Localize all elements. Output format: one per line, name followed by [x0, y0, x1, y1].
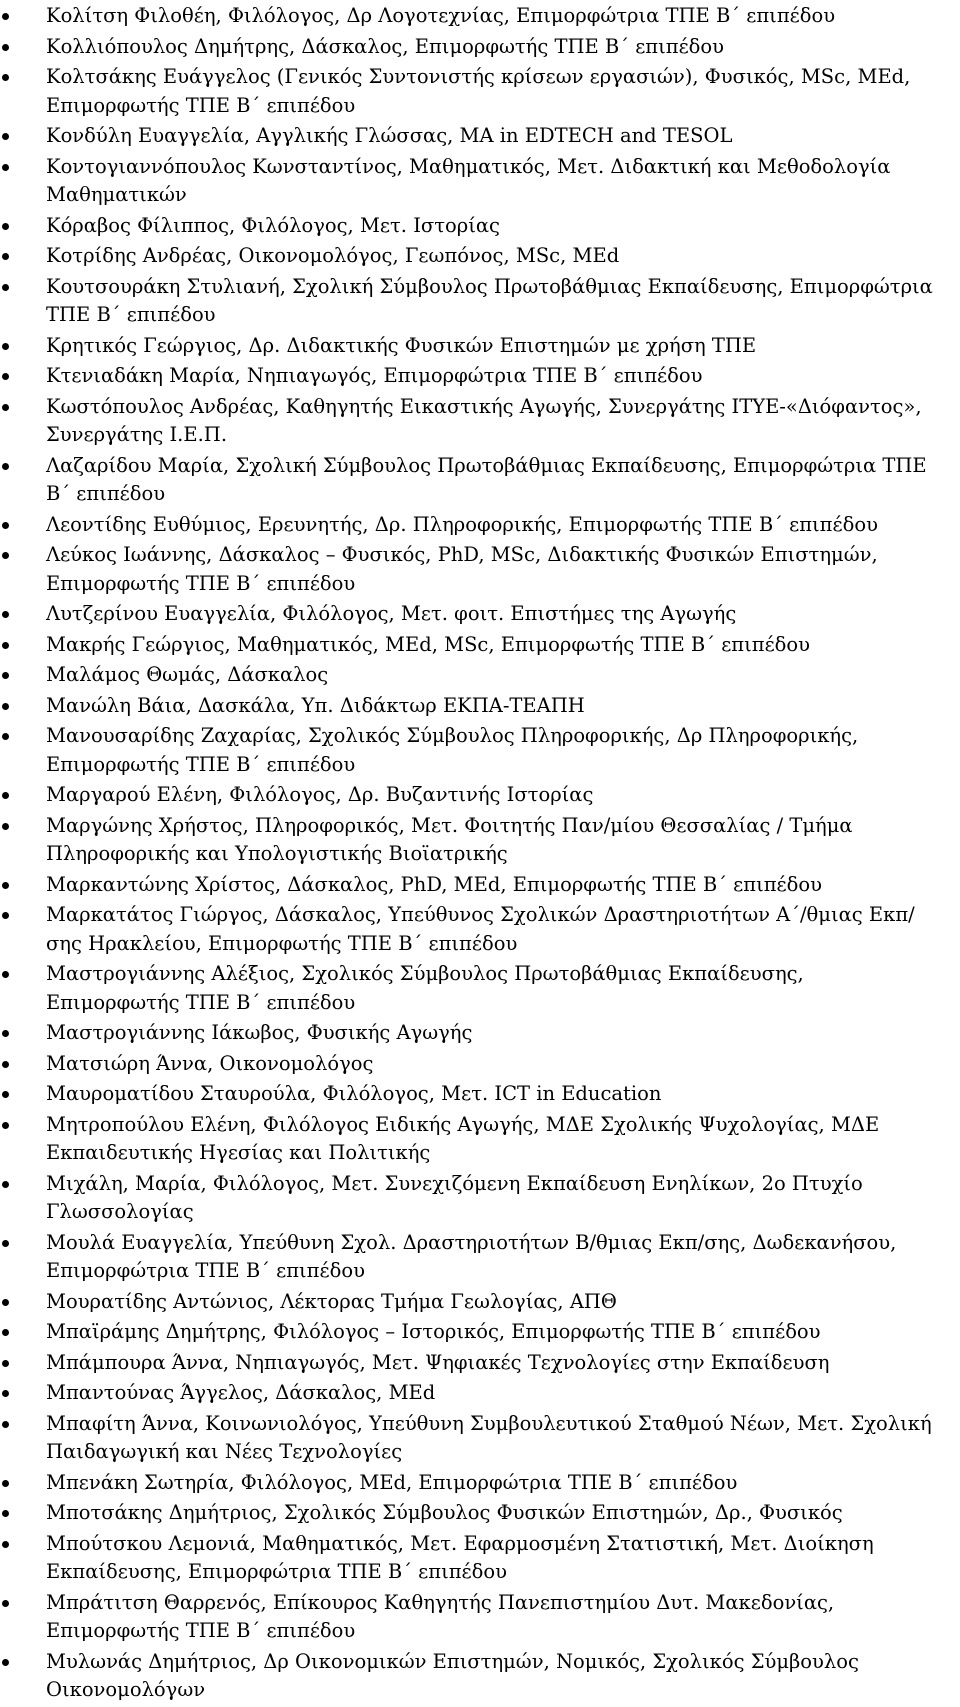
- list-item: [0, 1288, 960, 1317]
- list-item: [0, 722, 960, 779]
- bullet-icon: [2, 703, 9, 710]
- list-item: [0, 871, 960, 900]
- bullet-icon: [2, 882, 9, 889]
- bullet-icon: [2, 971, 9, 978]
- list-item: [0, 1530, 960, 1587]
- bullet-icon: [2, 611, 9, 618]
- list-item-text: Ματσιώρη Άννα, Οικονομολόγος: [46, 1051, 374, 1075]
- list-item: [0, 1229, 960, 1286]
- list-item: [0, 541, 960, 598]
- bullet-icon: [2, 44, 9, 51]
- bullet-icon: [2, 1480, 9, 1487]
- bullet-icon: [2, 343, 9, 350]
- list-item-text: Μπούτσκου Λεμονιά, Μαθηματικός, Μετ. Εφαρμοσμένη Στατιστική, Μετ. Διοίκηση Εκπαίδευσης, Επιμορφώτρια ΤΠΕ Β΄ επιπέδου: [46, 1531, 874, 1583]
- bullet-icon: [2, 404, 9, 411]
- list-item-text: Μπαντούνας Άγγελος, Δάσκαλος, MEd: [46, 1381, 436, 1404]
- list-item: [0, 452, 960, 509]
- list-item: [0, 1589, 960, 1646]
- list-item-text: Μουλά Ευαγγελία, Υπεύθυνη Σχολ. Δραστηριοτήτων Β/θμιας Εκπ/σης, Δωδεκανήσου, Επιμορφώτρια ΤΠΕ Β΄ επιπέδου: [46, 1230, 897, 1282]
- list-item: [0, 600, 960, 629]
- list-item-text: Μακρής Γεώργιος, Μαθηματικός, MEd, MSc, Επιμορφωτής ΤΠΕ Β΄ επιπέδου: [46, 632, 811, 656]
- list-item-text: Μπάμπουρα Άννα, Νηπιαγωγός, Μετ. Ψηφιακές Τεχνολογίες στην Εκπαίδευση: [46, 1350, 830, 1374]
- list-item: [0, 631, 960, 660]
- list-item: [0, 153, 960, 210]
- list-item-text: Μαρκατάτος Γιώργος, Δάσκαλος, Υπεύθυνος Σχολικών Δραστηριοτήτων Α΄/θμιας Εκπ/σης Ηρακλείου, Επιμορφωτής ΤΠΕ Β΄ επιπέδου: [46, 903, 915, 955]
- list-item: [0, 393, 960, 450]
- bullet-icon: [2, 1299, 9, 1306]
- list-item: [0, 692, 960, 721]
- bullet-icon: [2, 1061, 9, 1068]
- list-item: [0, 122, 960, 151]
- list-item: [0, 1019, 960, 1048]
- bullet-icon: [2, 1030, 9, 1037]
- list-item-text: Κολίτση Φιλοθέη, Φιλόλογος, Δρ Λογοτεχνίας, Επιμορφώτρια ΤΠΕ Β΄ επιπέδου: [46, 4, 836, 27]
- list-item: [0, 511, 960, 540]
- bullet-icon: [2, 1390, 9, 1397]
- list-item: [0, 960, 960, 1017]
- bullet-icon: [2, 1600, 9, 1607]
- contributors-list: [0, 2, 960, 1705]
- bullet-icon: [2, 1181, 9, 1188]
- bullet-icon: [2, 823, 9, 830]
- list-item-text: Μπαφίτη Άννα, Κοινωνιολόγος, Υπεύθυνη Συμβουλευτικού Σταθμού Νέων, Μετ. Σχολική Παιδαγωγική και Νέες Τεχνολογίες: [46, 1411, 932, 1463]
- bullet-icon: [2, 133, 9, 140]
- bullet-icon: [2, 223, 9, 230]
- list-item-text: Κωστόπουλος Ανδρέας, Καθηγητής Εικαστικής Αγωγής, Συνεργάτης ΙΤΥΕ-«Διόφαντος», Συνεργάτης Ι.Ε.Π.: [46, 394, 922, 446]
- bullet-icon: [2, 1659, 9, 1666]
- list-item-text: Κολλιόπουλος Δημήτρης, Δάσκαλος, Επιμορφωτής ΤΠΕ Β΄ επιπέδου: [46, 34, 725, 58]
- bullet-icon: [2, 463, 9, 470]
- list-item-text: Μανουσαρίδης Ζαχαρίας, Σχολικός Σύμβουλος Πληροφορικής, Δρ Πληροφορικής, Επιμορφωτής ΤΠΕ Β΄ επιπέδου: [46, 724, 859, 776]
- list-item-text: Κονδύλη Ευαγγελία, Αγγλικής Γλώσσας, MA in EDTECH and TESOL: [46, 124, 733, 147]
- list-item-text: Λεύκος Ιωάννης, Δάσκαλος – Φυσικός, PhD, MSc, Διδακτικής Φυσικών Επιστημών, Επιμορφωτής ΤΠΕ Β΄ επιπέδου: [46, 543, 878, 595]
- bullet-icon: [2, 1329, 9, 1336]
- list-item-text: Κτενιαδάκη Μαρία, Νηπιαγωγός, Επιμορφώτρια ΤΠΕ Β΄ επιπέδου: [46, 364, 703, 387]
- list-item-text: Μπαϊράμης Δημήτρης, Φιλόλογος – Ιστορικός, Επιμορφωτής ΤΠΕ Β΄ επιπέδου: [46, 1320, 821, 1343]
- list-item: [0, 1050, 960, 1079]
- list-item: [0, 661, 960, 690]
- list-item-text: Μαργώνης Χρήστος, Πληροφορικός, Μετ. Φοιτητής Παν/μίου Θεσσαλίας / Τμήμα Πληροφορικής και Υπολογιστικής Βιοϊατρικής: [46, 813, 853, 865]
- list-item: [0, 242, 960, 271]
- bullet-icon: [2, 672, 9, 679]
- list-item-text: Μαστρογιάννης Αλέξιος, Σχολικός Σύμβουλος Πρωτοβάθμιας Εκπαίδευσης, Επιμορφωτής ΤΠΕ Β΄ επιπέδου: [46, 962, 804, 1014]
- list-item-text: Λαζαρίδου Μαρία, Σχολική Σύμβουλος Πρωτοβάθμιας Εκπαίδευσης, Επιμορφώτρια ΤΠΕ Β΄ επιπέδου: [46, 453, 927, 505]
- list-item-text: Μιχάλη, Μαρία, Φιλόλογος, Μετ. Συνεχιζόμενη Εκπαίδευση Ενηλίκων, 2ο Πτυχίο Γλωσσολογίας: [46, 1171, 863, 1223]
- list-item: [0, 901, 960, 958]
- bullet-icon: [2, 373, 9, 380]
- list-item: [0, 332, 960, 361]
- bullet-icon: [2, 792, 9, 799]
- list-item-text: Μπενάκη Σωτηρία, Φιλόλογος, MEd, Επιμορφώτρια ΤΠΕ Β΄ επιπέδου: [46, 1470, 738, 1494]
- bullet-icon: [2, 522, 9, 529]
- bullet-icon: [2, 13, 9, 20]
- list-item-text: Κολτσάκης Ευάγγελος (Γενικός Συντονιστής κρίσεων εργασιών), Φυσικός, MSc, MEd, Επιμορφωτής ΤΠΕ Β΄ επιπέδου: [46, 65, 911, 117]
- list-item-text: Μανώλη Βάια, Δασκάλα, Υπ. Διδάκτωρ ΕΚΠΑ-ΤΕΑΠΗ: [46, 693, 585, 717]
- bullet-icon: [2, 552, 9, 559]
- list-item: [0, 2, 960, 31]
- list-item: [0, 1469, 960, 1498]
- list-item: [0, 362, 960, 391]
- list-item-text: Μυλωνάς Δημήτριος, Δρ Οικονομικών Επιστημών, Νομικός, Σχολικός Σύμβουλος Οικονομολόγων: [46, 1649, 859, 1701]
- list-item: [0, 1080, 960, 1109]
- bullet-icon: [2, 1240, 9, 1247]
- list-item: [0, 1318, 960, 1347]
- list-item: [0, 781, 960, 810]
- list-item: [0, 1170, 960, 1227]
- list-item-text: Κουτσουράκη Στυλιανή, Σχολική Σύμβουλος Πρωτοβάθμιας Εκπαίδευσης, Επιμορφώτρια ΤΠΕ Β΄ επιπέδου: [46, 274, 933, 326]
- list-item: [0, 273, 960, 330]
- list-item: [0, 1410, 960, 1467]
- list-item-text: Μπράτιτση Θαρρενός, Επίκουρος Καθηγητής Πανεπιστημίου Δυτ. Μακεδονίας, Επιμορφωτής ΤΠΕ Β΄ επιπέδου: [46, 1590, 835, 1642]
- list-item-text: Μουρατίδης Αντώνιος, Λέκτορας Τμήμα Γεωλογίας, ΑΠΘ: [46, 1289, 617, 1313]
- list-item-text: Μαργαρού Ελένη, Φιλόλογος, Δρ. Βυζαντινής Ιστορίας: [46, 783, 594, 806]
- list-item: [0, 1648, 960, 1705]
- list-item: [0, 812, 960, 869]
- bullet-icon: [2, 74, 9, 81]
- bullet-icon: [2, 253, 9, 260]
- bullet-icon: [2, 284, 9, 291]
- list-item-text: Μαστρογιάννης Ιάκωβος, Φυσικής Αγωγής: [46, 1021, 473, 1044]
- list-item-text: Κοντογιαννόπουλος Κωνσταντίνος, Μαθηματικός, Μετ. Διδακτική και Μεθοδολογία Μαθηματικών: [46, 154, 891, 206]
- bullet-icon: [2, 164, 9, 171]
- list-item-text: Μαυροματίδου Σταυρούλα, Φιλόλογος, Μετ. ICT in Education: [46, 1082, 662, 1105]
- bullet-icon: [2, 1091, 9, 1098]
- list-item: [0, 33, 960, 62]
- list-item-text: Μητροπούλου Ελένη, Φιλόλογος Ειδικής Αγωγής, ΜΔΕ Σχολικής Ψυχολογίας, ΜΔΕ Εκπαιδευτικής Ηγεσίας και Πολιτικής: [46, 1112, 880, 1164]
- bullet-icon: [2, 1122, 9, 1129]
- bullet-icon: [2, 912, 9, 919]
- bullet-icon: [2, 733, 9, 740]
- list-item: [0, 1349, 960, 1378]
- list-item-text: Μποτσάκης Δημήτριος, Σχολικός Σύμβουλος Φυσικών Επιστημών, Δρ., Φυσικός: [46, 1501, 843, 1524]
- list-item-text: Μαρκαντώνης Χρίστος, Δάσκαλος, PhD, MEd, Επιμορφωτής ΤΠΕ Β΄ επιπέδου: [46, 872, 822, 896]
- list-item: [0, 212, 960, 241]
- list-item: [0, 1379, 960, 1408]
- bullet-icon: [2, 1421, 9, 1428]
- list-item-text: Κρητικός Γεώργιος, Δρ. Διδακτικής Φυσικών Επιστημών με χρήση ΤΠΕ: [46, 333, 757, 357]
- list-item: [0, 1499, 960, 1528]
- list-item-text: Λεοντίδης Ευθύμιος, Ερευνητής, Δρ. Πληροφορικής, Επιμορφωτής ΤΠΕ Β΄ επιπέδου: [46, 512, 878, 536]
- list-item-text: Κοτρίδης Ανδρέας, Οικονομολόγος, Γεωπόνος, MSc, MEd: [46, 244, 620, 267]
- list-item-text: Μαλάμος Θωμάς, Δάσκαλος: [46, 663, 329, 686]
- list-item-text: Κόραβος Φίλιππος, Φιλόλογος, Μετ. Ιστορίας: [46, 213, 500, 237]
- list-item: [0, 63, 960, 120]
- bullet-icon: [2, 1510, 9, 1517]
- bullet-icon: [2, 1360, 9, 1367]
- list-item: [0, 1111, 960, 1168]
- list-item-text: Λυτζερίνου Ευαγγελία, Φιλόλογος, Μετ. φοιτ. Επιστήμες της Αγωγής: [46, 602, 737, 625]
- bullet-icon: [2, 1541, 9, 1548]
- bullet-icon: [2, 642, 9, 649]
